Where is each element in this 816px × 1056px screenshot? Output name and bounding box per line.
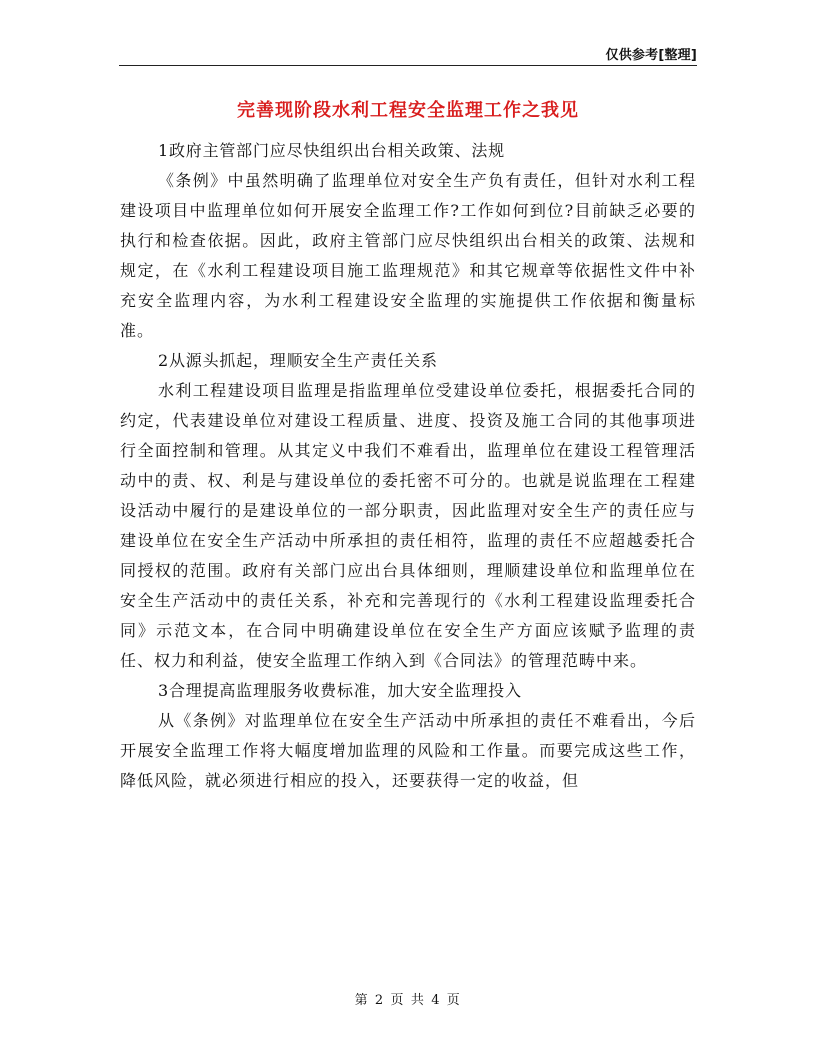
header-rule — [119, 65, 697, 66]
document-title: 完善现阶段水利工程安全监理工作之我见 — [237, 100, 579, 121]
page-number-footer: 第 2 页 共 4 页 — [354, 993, 462, 1008]
section-2-heading: 2从源头抓起，理顺安全生产责任关系 — [158, 351, 438, 370]
header-tag: 仅供参考[整理] — [605, 48, 697, 63]
section-3-paragraph: 从《条例》对监理单位在安全生产活动中所承担的责任不难看出，今后开展安全监理工作将大幅度增加监理的风险和工作量。而要完成这些工作，降低风险，就必须进行相应的投入，还要获得一定的收益，但 — [120, 711, 696, 790]
section-2-paragraph: 水利工程建设项目监理是指监理单位受建设单位委托，根据委托合同的约定，代表建设单位对建设工程质量、进度、投资及施工合同的其他事项进行全面控制和管理。从其定义中我们不难看出，监理单位在建设工程管理活动中的责、权、利是与建设单位的委托密不可分的。也就是说监理在工程建设活动中履行的是建设单位的一部分职责，因此监理对安全生产的责任应与建设单位在安全生产活动中所承担的责任相符，监理的责任不应超越委托合同授权的范围。政府有关部门应出台具体细则，理顺建设单位和监理单位在安全生产活动中的责任关系，补充和完善现行的《水利工程建设监理委托合同》示范文本，在合同中明确建设单位在安全生产方面应该赋予监理的责任、权力和利益，使安全监理工作纳入到《合同法》的管理范畴中来。 — [120, 381, 696, 670]
section-1-heading: 1政府主管部门应尽快组织出台相关政策、法规 — [158, 141, 505, 160]
document-body — [120, 136, 696, 976]
section-3-heading: 3合理提高监理服务收费标准，加大安全监理投入 — [158, 681, 522, 700]
section-1-paragraph: 《条例》中虽然明确了监理单位对安全生产负有责任，但针对水利工程建设项目中监理单位如何开展安全监理工作?工作如何到位?目前缺乏必要的执行和检查依据。因此，政府主管部门应尽快组织出台相关的政策、法规和规定，在《水利工程建设项目施工监理规范》和其它规章等依据性文件中补充安全监理内容，为水利工程建设安全监理的实施提供工作依据和衡量标准。 — [120, 171, 696, 340]
